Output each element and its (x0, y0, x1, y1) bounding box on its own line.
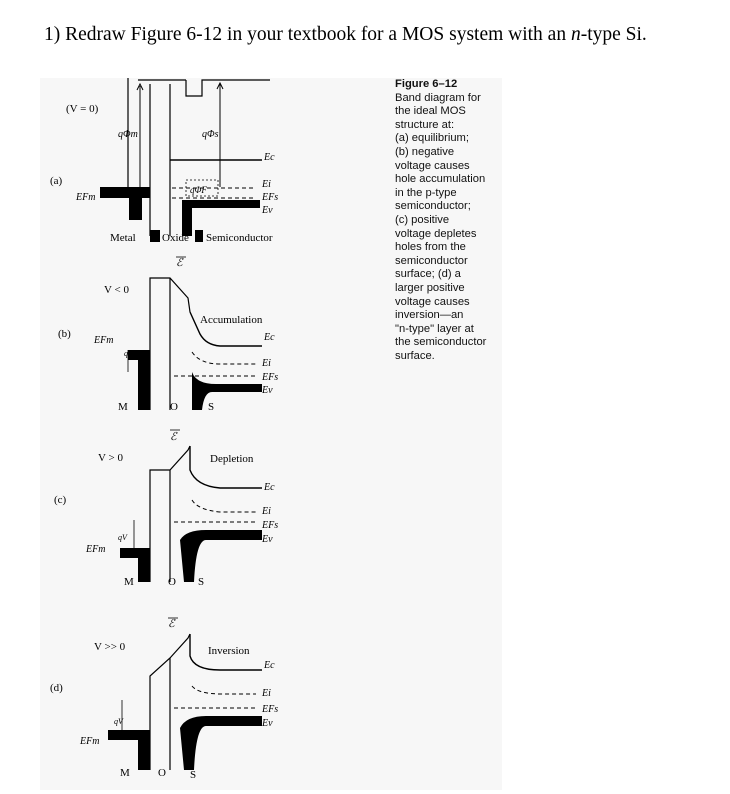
panel-b-qv-label: qV (124, 349, 133, 358)
question-italic-n: n (570, 24, 581, 45)
panel-d-o-label: O (158, 767, 166, 779)
panel-a-efs-label: EFs (262, 192, 279, 203)
panel-b-region: Accumulation (200, 314, 263, 326)
panel-a-ev-label: Ev (262, 205, 273, 216)
panel-c-efs-label: EFs (262, 520, 279, 531)
panel-d-region: Inversion (208, 645, 250, 657)
panel-a-oxide-label: Oxide (162, 232, 189, 244)
panel-d-ei-curve (192, 686, 256, 694)
panel-d-letter: (d) (50, 682, 63, 694)
panel-a-ec-label: Ec (264, 152, 275, 163)
panel-c-ev-fill (180, 530, 262, 582)
panel-a-qphif-label: qΦF (190, 185, 207, 195)
panel-a-oxide-box (150, 230, 160, 242)
panel-c-ev-label: Ev (262, 534, 273, 545)
panel-b-o-label: O (170, 401, 178, 413)
panel-b-ev-fill (192, 372, 262, 410)
panel-c-m-label: M (124, 576, 134, 588)
panel-c-o-label: O (168, 576, 176, 588)
panel-c-ec-label: Ec (264, 482, 275, 493)
panel-a-semi-box (195, 230, 203, 242)
caption-body: Band diagram for the ideal MOS structure at: (a) equilibrium; (b) negative voltage causes hole accumulation in the p-type semiconductor; (c) positive voltage depletes holes from the semiconductor surface; (d) a larger positive voltage causes inversion—an "n-type" layer at the semiconductor surface. (395, 91, 487, 362)
panel-b-voltage: V < 0 (104, 284, 129, 296)
panel-b-metal-post (138, 350, 150, 410)
panel-d-efm-label: EFm (80, 736, 100, 747)
question-suffix: -type Si. (580, 24, 647, 45)
panel-b-ev-label: Ev (262, 385, 273, 396)
panel-a-metal-block (100, 187, 150, 198)
panel-a-vacuum-semi (186, 80, 270, 96)
panel-d-m-label: M (120, 767, 130, 779)
panel-a-efm-label: EFm (76, 192, 96, 203)
panel-d-efs-label: EFs (262, 704, 279, 715)
panel-b-ei-label: Ei (262, 358, 271, 369)
panel-c-ei-curve (192, 500, 256, 512)
panel-d-metal-post (138, 730, 150, 770)
panel-a-voltage: (V = 0) (66, 103, 99, 115)
panel-d-ev-fill (180, 716, 262, 770)
panel-a-semiconductor-label: Semiconductor (206, 232, 273, 244)
panel-c-metal-post (138, 548, 150, 582)
panel-a-qphim-label: qΦm (118, 129, 138, 140)
panel-a-qphis-label: qΦs (202, 129, 219, 140)
panel-a-letter: (a) (50, 175, 63, 187)
panel-a (50, 78, 278, 244)
panel-c (54, 430, 278, 588)
panel-b-s-label: S (208, 401, 215, 413)
figure-caption (395, 78, 507, 363)
panel-c-voltage: V > 0 (98, 452, 123, 464)
question-prefix: 1) Redraw Figure 6-12 in your textbook for a MOS system with an (44, 24, 571, 45)
panel-c-s-label: S (198, 576, 205, 588)
panel-d-voltage: V >> 0 (94, 641, 126, 653)
panel-a-metal-label: Metal (110, 232, 136, 244)
panel-c-region: Depletion (210, 453, 254, 465)
panel-a-metal-post (129, 187, 142, 220)
panel-d-ec-label: Ec (264, 660, 275, 671)
panel-d (50, 618, 278, 781)
panel-b-letter: (b) (58, 328, 71, 340)
panel-b-efs-label: EFs (262, 372, 279, 383)
panel-d-field-label: ℰ (168, 618, 175, 630)
panel-c-efm-label: EFm (86, 544, 106, 555)
panel-b-m-label: M (118, 401, 128, 413)
panel-b-field-label: ℰ (176, 257, 183, 269)
panel-c-qv-label: qV (118, 533, 127, 542)
panel-a-valence-post (182, 200, 192, 236)
panel-b-ec-label: Ec (264, 332, 275, 343)
panel-d-ev-label: Ev (262, 718, 273, 729)
panel-b (58, 257, 278, 413)
panel-d-ei-label: Ei (262, 688, 271, 699)
panel-b-ei-curve (192, 352, 256, 364)
panel-c-field-label: ℰ (170, 431, 177, 443)
panel-a-ei-label: Ei (262, 179, 271, 190)
caption-title: Figure 6–12 (395, 78, 458, 90)
panel-b-efm-label: EFm (94, 335, 114, 346)
panel-a-valence-block (182, 200, 260, 208)
panel-d-qv-label: qV (114, 717, 123, 726)
panel-c-letter: (c) (54, 494, 67, 506)
panel-c-ei-label: Ei (262, 506, 271, 517)
panel-d-s-label: S (190, 769, 197, 781)
